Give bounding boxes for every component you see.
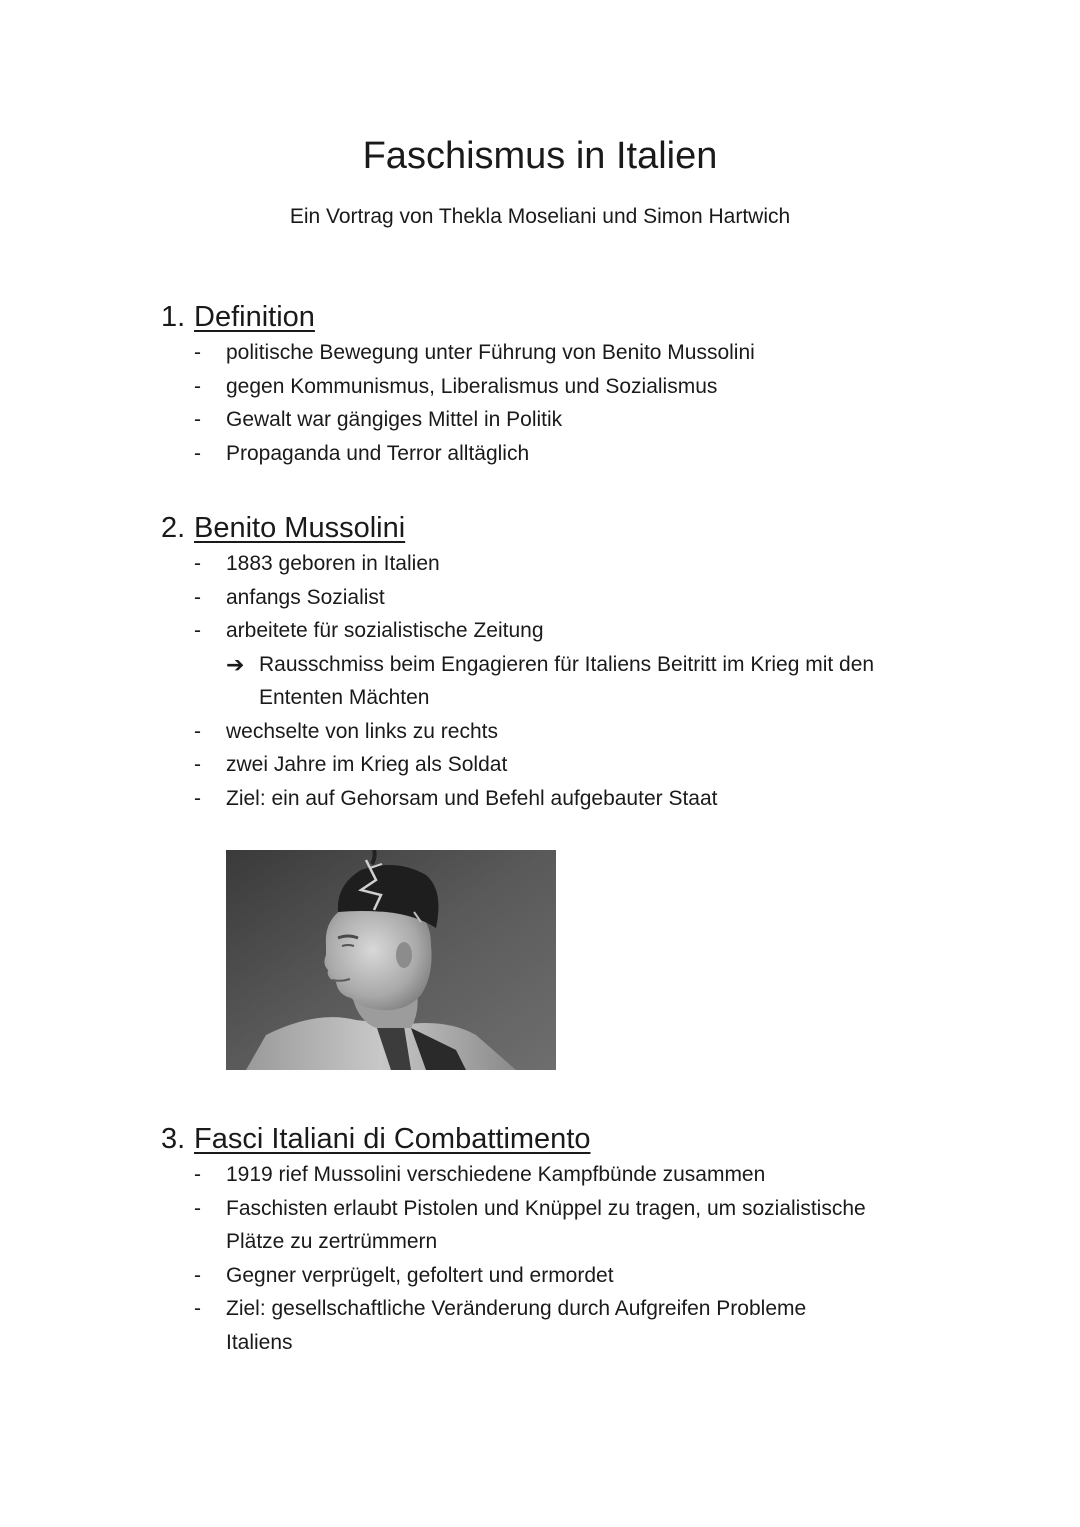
section-title: Fasci Italiani di Combattimento <box>194 1123 591 1155</box>
arrow-right-icon: ➔ <box>226 651 245 677</box>
list-item: - politische Bewegung unter Führung von Benito Mussolini <box>161 336 961 370</box>
list-item: - arbeitete für sozialistische Zeitung <box>161 614 961 648</box>
bullet-dash: - <box>194 753 201 776</box>
list-item-continuation: Italiens <box>226 1330 293 1354</box>
list-item: - 1883 geboren in Italien <box>161 547 961 581</box>
bullet-dash: - <box>194 374 201 398</box>
list-item: - anfangs Sozialist <box>161 581 961 615</box>
list-item: - gegen Kommunismus, Liberalismus und Sozialismus <box>161 370 961 404</box>
list-sub-item-continuation: Ententen Mächten <box>259 686 430 709</box>
bullet-dash: - <box>194 619 201 642</box>
portrait-photo <box>226 850 556 1070</box>
bullet-list <box>161 1158 961 1359</box>
list-item: - Ziel: ein auf Gehorsam und Befehl aufgebauter Staat <box>161 782 961 816</box>
section-definition <box>161 298 961 470</box>
list-item: - Faschisten erlaubt Pistolen und Knüppel zu tragen, um sozialistische <box>161 1192 961 1226</box>
section-heading <box>161 509 961 547</box>
section-heading <box>161 298 961 336</box>
bullet-dash: - <box>194 1297 201 1320</box>
list-item: - Gegner verprügelt, gefoltert und ermordet <box>161 1259 961 1293</box>
bullet-dash: - <box>194 719 201 743</box>
bullet-list <box>161 336 961 470</box>
bullet-dash: - <box>194 1263 201 1287</box>
list-item: - Gewalt war gängiges Mittel in Politik <box>161 403 961 437</box>
page-subtitle: Ein Vortrag von Thekla Moseliani und Simon Hartwich <box>289 205 791 228</box>
bullet-dash: - <box>194 341 201 364</box>
section-title: Definition <box>194 301 315 333</box>
list-item: - zwei Jahre im Krieg als Soldat <box>161 748 961 782</box>
section-benito-mussolini <box>161 509 961 815</box>
section-number: 3. <box>161 1123 186 1155</box>
list-sub-item: ➔ Rausschmiss beim Engagieren für Italiens Beitritt im Krieg mit den <box>161 648 961 682</box>
bullet-dash: - <box>194 1196 201 1220</box>
list-item: - Ziel: gesellschaftliche Veränderung durch Aufgreifen Probleme <box>161 1292 961 1326</box>
section-number: 1. <box>161 301 186 333</box>
bullet-dash: - <box>194 1163 201 1186</box>
list-item-continuation: Plätze zu zertrümmern <box>226 1230 438 1253</box>
list-item: - 1919 rief Mussolini verschiedene Kampfbünde zusammen <box>161 1158 961 1192</box>
bullet-dash: - <box>194 585 201 609</box>
bullet-dash: - <box>194 408 201 431</box>
section-title: Benito Mussolini <box>194 512 406 544</box>
bullet-dash: - <box>194 441 201 465</box>
portrait-photo-icon <box>226 850 556 1070</box>
bullet-dash: - <box>194 786 201 810</box>
section-number: 2. <box>161 512 186 544</box>
section-fasci-italiani <box>161 1120 961 1359</box>
list-item: - Propaganda und Terror alltäglich <box>161 437 961 471</box>
section-heading <box>161 1120 961 1158</box>
page-title: Faschismus in Italien <box>362 135 718 177</box>
list-item: - wechselte von links zu rechts <box>161 715 961 749</box>
bullet-list <box>161 547 961 815</box>
bullet-dash: - <box>194 552 201 575</box>
